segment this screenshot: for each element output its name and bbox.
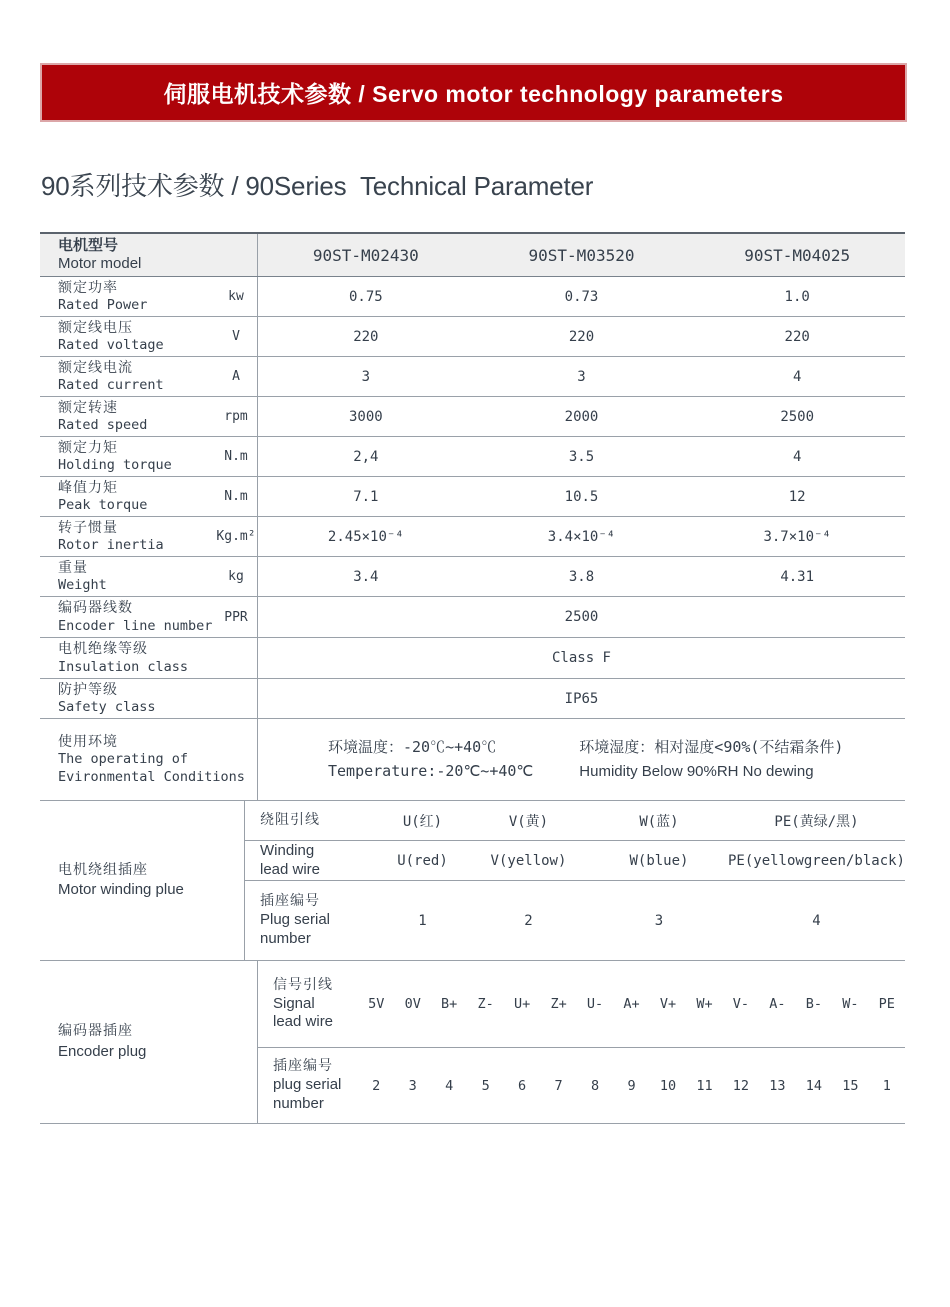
winding-serial-4: 4 <box>812 912 821 929</box>
signal-cell: A- <box>769 996 786 1012</box>
row-values <box>257 397 905 436</box>
humidity-en: Humidity Below 90%RH No dewing <box>579 762 814 780</box>
unit-cell <box>215 679 257 718</box>
span-value-cell: Class F <box>551 650 611 666</box>
label-en-line1: The operating of <box>58 751 189 768</box>
winding-wire-pe-en: PE(yellowgreen/black) <box>727 852 905 869</box>
encoder-serial-row <box>258 1048 905 1123</box>
banner-title: 伺服电机技术参数 / Servo motor technology parameters <box>163 81 784 107</box>
winding-serial-1: 1 <box>418 912 427 929</box>
value-cell: 3.4 <box>353 568 379 585</box>
label-en: Insulation class <box>58 658 189 675</box>
row-rated-power <box>40 277 905 317</box>
temperature-zh: 环境温度：-20℃~+40℃ <box>328 738 497 757</box>
signal-cell: V+ <box>659 996 677 1012</box>
label-en: Rotor inertia <box>58 537 164 554</box>
winding-serial-3: 3 <box>654 912 664 929</box>
label-en: Weight <box>58 577 107 594</box>
row-rated-current <box>40 357 905 397</box>
encoder-signal-row <box>258 961 905 1048</box>
signal-cell: W- <box>842 996 859 1012</box>
signal-cell: U+ <box>513 996 531 1012</box>
winding-plug-serial-row <box>245 881 905 960</box>
row-label <box>40 719 257 800</box>
unit-cell: A <box>232 369 240 384</box>
row-label <box>40 477 215 516</box>
model-column-2: 90ST-M03520 <box>528 245 635 265</box>
signal-cell: A+ <box>623 996 640 1012</box>
value-cell: 2,4 <box>353 448 379 465</box>
label-zh: 额定功率 <box>58 279 118 296</box>
winding-plug-serial-label: 插座编号 Plug serial number <box>259 893 331 947</box>
row-values <box>257 277 905 316</box>
label-zh: 额定力矩 <box>58 439 118 456</box>
signal-cell: B- <box>805 996 822 1012</box>
signal-cell: V- <box>732 996 750 1012</box>
value-cell: 3.5 <box>568 448 595 465</box>
serial-cell: 9 <box>627 1077 636 1094</box>
label-en-line2: Evironmental Conditions <box>58 768 245 785</box>
serial-cell: 8 <box>590 1077 600 1094</box>
row-label <box>40 317 215 356</box>
value-cell: 3000 <box>348 408 383 425</box>
header-label-zh: 电机型号 <box>58 236 119 254</box>
value-cell: 220 <box>568 328 595 345</box>
row-label <box>40 437 215 476</box>
value-cell: 2500 <box>780 408 815 425</box>
serial-cell: 11 <box>696 1077 713 1094</box>
page-title: 90系列技术参数 / 90Series Technical Parameter <box>41 171 594 201</box>
row-label <box>40 277 215 316</box>
spec-table <box>40 232 905 1124</box>
row-environment <box>40 719 905 801</box>
row-rated-voltage <box>40 317 905 357</box>
row-values <box>257 638 905 678</box>
header-motor-model-label <box>40 234 257 276</box>
span-value-cell: IP65 <box>564 690 599 707</box>
winding-row-zh-label: 绕阻引线 <box>259 812 320 829</box>
row-label <box>40 597 215 637</box>
winding-serial-2: 2 <box>524 912 533 929</box>
value-cell: 3.4×10⁻⁴ <box>547 528 616 545</box>
serial-cell: 3 <box>408 1077 417 1094</box>
row-values <box>257 597 905 637</box>
row-label <box>40 679 215 718</box>
value-cell: 2000 <box>564 408 599 425</box>
serial-cell: 15 <box>842 1077 859 1094</box>
row-values <box>257 317 905 356</box>
value-cell: 0.75 <box>348 288 383 305</box>
row-values <box>257 437 905 476</box>
value-cell: 4 <box>792 368 802 385</box>
label-en: Rated speed <box>58 417 148 434</box>
serial-cell: 2 <box>372 1077 381 1094</box>
row-values <box>257 557 905 596</box>
signal-cell: B+ <box>441 996 458 1012</box>
row-values <box>257 357 905 396</box>
serial-cell: 5 <box>481 1077 490 1094</box>
label-zh: 电机绕组插座 <box>58 861 148 878</box>
humidity-block <box>579 736 843 783</box>
value-cell: 3 <box>361 368 371 385</box>
winding-wire-u-zh: U(红) <box>402 813 443 830</box>
value-cell: 3.7×10⁻⁴ <box>763 528 831 545</box>
row-insulation-class <box>40 638 905 679</box>
row-label <box>40 638 215 678</box>
label-en: Safety class <box>58 699 156 716</box>
value-cell: 7.1 <box>353 488 379 505</box>
unit-cell: N.m <box>224 489 248 504</box>
value-cell: 3.8 <box>568 568 595 585</box>
encoder-subtable <box>257 961 905 1123</box>
winding-row-zh <box>245 801 905 841</box>
label-zh: 重量 <box>58 559 88 576</box>
row-holding-torque <box>40 437 905 477</box>
value-cell: 4 <box>792 448 802 465</box>
label-zh: 电机绝缘等级 <box>58 641 148 658</box>
row-encoder-plug <box>40 961 905 1124</box>
label-zh: 额定转速 <box>58 399 118 416</box>
row-values <box>257 517 905 556</box>
label-en: Rated voltage <box>58 337 164 354</box>
label-zh: 额定线电流 <box>58 359 133 376</box>
row-label <box>40 961 257 1123</box>
unit-cell: Kg.m² <box>216 529 256 544</box>
winding-wire-u-en: U(red) <box>397 852 448 869</box>
label-zh: 额定线电压 <box>58 319 133 336</box>
signal-cell: PE <box>878 996 895 1012</box>
signal-cell: U- <box>586 996 604 1012</box>
label-en: Motor winding plue <box>58 881 184 899</box>
label-en: Peak torque <box>58 497 148 514</box>
row-values <box>257 679 905 718</box>
temperature-block <box>328 736 533 783</box>
value-cell: 220 <box>353 328 379 345</box>
row-safety-class <box>40 679 905 719</box>
header-label-en: Motor model <box>58 255 142 273</box>
unit-cell: kg <box>228 569 244 584</box>
serial-cell: 6 <box>518 1077 527 1094</box>
value-cell: 220 <box>784 328 810 345</box>
row-label <box>40 357 215 396</box>
label-zh: 防护等级 <box>58 681 118 698</box>
signal-cell: Z- <box>477 996 494 1012</box>
winding-wire-w-en: W(blue) <box>629 852 689 869</box>
label-zh: 转子惯量 <box>58 519 118 536</box>
span-value-cell: 2500 <box>564 609 599 625</box>
value-cell: 12 <box>788 488 806 505</box>
row-label <box>40 557 215 596</box>
label-zh: 编码器插座 <box>58 1023 133 1040</box>
unit-cell <box>215 638 257 678</box>
serial-cell: 12 <box>732 1077 750 1094</box>
value-cell: 4.31 <box>780 568 815 585</box>
row-values <box>257 477 905 516</box>
signal-cell: Z+ <box>550 996 567 1012</box>
encoder-signal-label: 信号引线 Signal lead wire <box>273 976 334 1031</box>
model-column-3: 90ST-M04025 <box>744 245 851 265</box>
label-en: Encoder line number <box>58 617 213 634</box>
label-zh: 编码器线数 <box>58 600 133 617</box>
row-rated-speed <box>40 397 905 437</box>
unit-cell: N.m <box>224 449 248 464</box>
environment-values <box>257 719 905 800</box>
row-label <box>40 517 215 556</box>
label-zh: 峰值力矩 <box>58 479 118 496</box>
section-banner <box>40 63 907 122</box>
unit-cell: kw <box>228 289 244 304</box>
row-label <box>40 397 215 436</box>
winding-row-en-label: Winding lead wire <box>259 841 321 878</box>
value-cell: 1.0 <box>784 288 810 305</box>
serial-cell: 14 <box>805 1077 822 1094</box>
winding-wire-w-zh: W(蓝) <box>639 813 679 830</box>
row-rotor-inertia <box>40 517 905 557</box>
winding-wire-v-en: V(yellow) <box>490 852 567 869</box>
signal-cell: 5V <box>368 996 385 1012</box>
label-en: Rated Power <box>58 297 148 314</box>
model-column-1: 90ST-M02430 <box>312 245 419 265</box>
serial-cell: 4 <box>445 1077 454 1094</box>
signal-cell: W+ <box>696 996 713 1012</box>
value-cell: 2.45×10⁻⁴ <box>327 528 404 545</box>
label-en: Holding torque <box>58 457 172 474</box>
encoder-serial-label: 插座编号 plug serial number <box>273 1058 342 1112</box>
winding-row-en <box>245 841 905 881</box>
value-cell: 10.5 <box>564 488 599 505</box>
label-en: Encoder plug <box>58 1042 147 1060</box>
value-cell: 3 <box>577 368 586 385</box>
humidity-zh: 环境湿度：相对湿度<90%(不结霜条件) <box>579 738 844 757</box>
serial-cell: 13 <box>769 1077 786 1094</box>
temperature-en: Temperature:-20℃~+40℃ <box>328 761 534 780</box>
value-cell: 0.73 <box>564 288 599 305</box>
winding-wire-v-zh: V(黄) <box>508 813 549 830</box>
unit-cell: rpm <box>224 409 248 424</box>
winding-wire-pe-zh: PE(黄绿/黑) <box>774 813 859 830</box>
serial-cell: 7 <box>554 1077 563 1094</box>
row-motor-winding-plug <box>40 801 905 961</box>
table-header-row <box>40 234 905 277</box>
header-models <box>257 234 905 276</box>
unit-cell: PPR <box>224 609 248 625</box>
row-label <box>40 801 244 960</box>
row-peak-torque <box>40 477 905 517</box>
row-weight <box>40 557 905 597</box>
row-encoder-line-number <box>40 597 905 638</box>
serial-cell: 10 <box>659 1077 677 1094</box>
label-zh: 使用环境 <box>58 733 118 750</box>
signal-cell: 0V <box>404 996 421 1012</box>
unit-cell: V <box>232 329 240 344</box>
label-en: Rated current <box>58 377 164 394</box>
serial-cell: 1 <box>882 1077 891 1094</box>
winding-subtable <box>244 801 905 960</box>
